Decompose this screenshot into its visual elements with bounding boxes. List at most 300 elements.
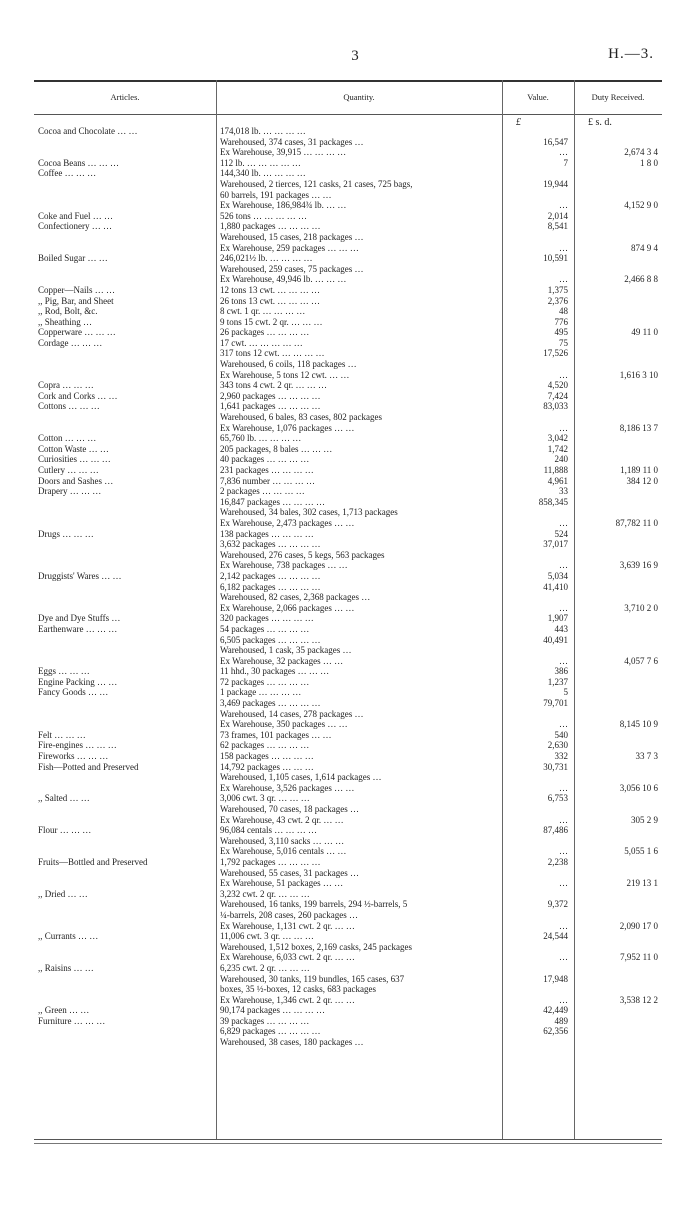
quantity-cell: Warehoused, 82 cases, 2,368 packages … bbox=[220, 592, 371, 603]
quantity-cell: 54 packages … … … … bbox=[220, 623, 310, 634]
quantity-cell: 174,018 lb. … … … … bbox=[220, 126, 306, 136]
table-row bbox=[34, 370, 662, 381]
table-row bbox=[34, 221, 662, 232]
table-row bbox=[34, 190, 662, 201]
value-cell: 11,888 bbox=[543, 465, 568, 475]
table-row bbox=[34, 963, 662, 974]
table-row bbox=[34, 624, 662, 635]
value-cell: 24,544 bbox=[543, 931, 568, 942]
value-cell: … bbox=[559, 517, 568, 528]
table-row bbox=[34, 391, 662, 402]
quantity-cell: 1 package … … … … bbox=[220, 687, 302, 698]
table-row bbox=[34, 158, 662, 169]
article-cell: Cordage … … … bbox=[38, 337, 103, 348]
value-cell: … bbox=[559, 920, 568, 931]
quantity-cell: 11,006 cwt. 3 qr. … … … bbox=[220, 931, 314, 942]
value-cell: … bbox=[559, 147, 568, 158]
value-cell: 776 bbox=[554, 316, 568, 327]
table-row bbox=[34, 751, 662, 762]
duty-currency: £ s. d. bbox=[588, 117, 612, 128]
table-row bbox=[34, 423, 662, 434]
header-quantity: Quantity. bbox=[343, 92, 375, 102]
value-cell: … bbox=[559, 952, 568, 963]
table-body bbox=[34, 126, 662, 1048]
value-cell: … bbox=[559, 274, 568, 285]
value-cell: … bbox=[559, 782, 568, 793]
value-cell: 79,701 bbox=[543, 698, 568, 709]
quantity-cell: Ex Warehouse, 39,915 … … … … bbox=[220, 147, 347, 158]
value-cell: 540 bbox=[554, 729, 568, 740]
table-row bbox=[34, 317, 662, 328]
table-row bbox=[34, 518, 662, 529]
quantity-cell: Warehoused, 1 cask, 35 packages … bbox=[220, 645, 352, 656]
quantity-cell: Ex Warehouse, 5 tons 12 cwt. … … bbox=[220, 369, 350, 380]
quantity-cell: 3,469 packages … … … … bbox=[220, 698, 321, 709]
value-cell: 2,630 bbox=[547, 740, 568, 751]
page-number: 3 bbox=[351, 48, 359, 64]
table-row bbox=[34, 497, 662, 508]
quantity-cell: Ex Warehouse, 32 packages … … bbox=[220, 655, 344, 666]
quantity-cell: Ex Warehouse, 186,984¾ lb. … … bbox=[220, 200, 347, 211]
quantity-cell: 317 tons 12 cwt. … … … … bbox=[220, 348, 325, 359]
duty-cell: 3,056 10 6 bbox=[619, 782, 658, 793]
value-cell: 2,238 bbox=[547, 856, 568, 867]
quantity-cell: 17 cwt. … … … … … bbox=[220, 337, 303, 348]
value-cell: 443 bbox=[554, 623, 568, 634]
article-cell: ,, Raisins … … bbox=[38, 962, 94, 973]
article-cell: Cottons … … … bbox=[38, 401, 100, 412]
table-row bbox=[34, 974, 662, 985]
quantity-cell: 320 packages … … … … bbox=[220, 613, 314, 624]
value-cell: 524 bbox=[554, 528, 568, 539]
duty-cell: 1,616 3 10 bbox=[619, 369, 658, 380]
quantity-cell: Warehoused, 374 cases, 31 packages … bbox=[220, 136, 364, 147]
article-cell: Drapery … … … bbox=[38, 486, 102, 497]
article-cell: Copper—Nails … … bbox=[38, 284, 115, 295]
duty-cell: 8,186 13 7 bbox=[619, 422, 658, 433]
table-row bbox=[34, 454, 662, 465]
quantity-cell: Ex Warehouse, 1,131 cwt. 2 qr. … … bbox=[220, 920, 355, 931]
value-cell: 9,372 bbox=[547, 899, 568, 910]
table-row bbox=[34, 1005, 662, 1016]
table-row bbox=[34, 529, 662, 540]
article-cell: Engine Packing … … bbox=[38, 676, 118, 687]
table-row bbox=[34, 783, 662, 794]
quantity-cell: 11 hhd., 30 packages … … … bbox=[220, 666, 330, 677]
duty-cell: 49 11 0 bbox=[631, 327, 658, 338]
duty-cell: 305 2 9 bbox=[631, 814, 658, 825]
quantity-cell: Warehoused, 34 bales, 302 cases, 1,713 packages bbox=[220, 507, 398, 518]
quantity-cell: Ex Warehouse, 49,946 lb. … … … bbox=[220, 274, 347, 285]
quantity-cell: Ex Warehouse, 2,066 packages … … bbox=[220, 602, 355, 613]
table-row bbox=[34, 889, 662, 900]
table-row bbox=[34, 825, 662, 836]
quantity-cell: Warehoused, 2 tierces, 121 casks, 21 cases, 725 bags, bbox=[220, 178, 413, 189]
header-rule bbox=[34, 114, 662, 115]
value-cell: … bbox=[559, 200, 568, 211]
table-row bbox=[34, 772, 662, 783]
table-row bbox=[34, 507, 662, 518]
quantity-cell: 246,021½ lb. … … … … bbox=[220, 253, 313, 264]
article-cell: Cork and Corks … … bbox=[38, 390, 118, 401]
value-cell: 87,486 bbox=[543, 825, 568, 836]
quantity-cell: 96,084 centals … … … … bbox=[220, 825, 317, 836]
duty-cell: 8,145 10 9 bbox=[619, 719, 658, 730]
value-cell: 3,042 bbox=[547, 433, 568, 444]
quantity-cell: Ex Warehouse, 2,473 packages … … bbox=[220, 517, 355, 528]
quantity-cell: 112 lb. … … … … … bbox=[220, 157, 301, 168]
article-cell: Cotton Waste … … bbox=[38, 443, 109, 454]
table-row bbox=[34, 592, 662, 603]
article-cell: ,, Dried … … bbox=[38, 888, 88, 899]
value-cell: 4,961 bbox=[547, 475, 568, 486]
duty-cell: 2,466 8 8 bbox=[624, 274, 658, 285]
value-cell: 37,017 bbox=[543, 539, 568, 550]
quantity-cell: Ex Warehouse, 5,016 centals … … bbox=[220, 846, 347, 857]
quantity-cell: Ex Warehouse, 350 packages … … bbox=[220, 719, 348, 730]
table-row bbox=[34, 465, 662, 476]
quantity-cell: 6,505 packages … … … … bbox=[220, 634, 321, 645]
table-row bbox=[34, 264, 662, 275]
table-row bbox=[34, 1016, 662, 1027]
table-row bbox=[34, 656, 662, 667]
table-row bbox=[34, 253, 662, 264]
table-row bbox=[34, 910, 662, 921]
table-row bbox=[34, 815, 662, 826]
table-row bbox=[34, 306, 662, 317]
article-cell: Curiosities … … … bbox=[38, 454, 111, 465]
value-cell: … bbox=[559, 814, 568, 825]
quantity-cell: Warehoused, 38 cases, 180 packages … bbox=[220, 1037, 364, 1048]
quantity-cell: Ex Warehouse, 6,033 cwt. 2 qr. … … bbox=[220, 952, 355, 963]
value-cell: 33 bbox=[559, 486, 568, 497]
quantity-cell: 231 packages … … … … bbox=[220, 465, 314, 475]
table-row bbox=[34, 1026, 662, 1037]
article-cell: Earthenware … … … bbox=[38, 623, 118, 634]
quantity-cell: 343 tons 4 cwt. 2 qr. … … … bbox=[220, 380, 327, 391]
table-row bbox=[34, 433, 662, 444]
quantity-cell: 26 tons 13 cwt. … … … … bbox=[220, 295, 320, 306]
value-cell: 19,944 bbox=[543, 178, 568, 189]
quantity-cell: ¼-barrels, 208 cases, 260 packages … bbox=[220, 909, 358, 920]
quantity-cell: boxes, 35 ½-boxes, 12 casks, 683 packages bbox=[220, 984, 376, 995]
article-cell: Coffee … … … bbox=[38, 168, 97, 179]
quantity-cell: 12 tons 13 cwt. … … … … bbox=[220, 284, 320, 295]
table-row bbox=[34, 550, 662, 561]
table-row bbox=[34, 603, 662, 614]
table-row bbox=[34, 698, 662, 709]
quantity-cell: 6,235 cwt. 2 qr. … … … bbox=[220, 962, 310, 973]
value-cell: 4,520 bbox=[547, 380, 568, 391]
table-row bbox=[34, 709, 662, 720]
article-cell: Eggs … … … bbox=[38, 666, 90, 677]
value-cell: 7 bbox=[563, 157, 568, 168]
quantity-cell: Warehoused, 6 coils, 118 packages … bbox=[220, 359, 357, 370]
value-cell: … bbox=[559, 560, 568, 571]
quantity-cell: 26 packages … … … … bbox=[220, 327, 310, 338]
table-row bbox=[34, 486, 662, 497]
table-row bbox=[34, 1037, 662, 1048]
value-cell: … bbox=[559, 422, 568, 433]
page-reference: H.—3. bbox=[608, 46, 654, 62]
duty-cell: 87,782 11 0 bbox=[615, 517, 658, 528]
article-cell: Fruits—Bottled and Preserved bbox=[38, 856, 148, 867]
value-cell: 858,345 bbox=[538, 496, 568, 507]
value-cell: 6,753 bbox=[547, 793, 568, 804]
article-cell: Cocoa and Chocolate … … bbox=[38, 126, 138, 136]
table-row bbox=[34, 327, 662, 338]
article-cell: Confectionery … … bbox=[38, 221, 112, 232]
duty-cell: 5,055 1 6 bbox=[624, 846, 658, 857]
table-row bbox=[34, 179, 662, 190]
table-row bbox=[34, 412, 662, 423]
article-cell: Drugs … … … bbox=[38, 528, 94, 539]
value-cell: 10,591 bbox=[543, 253, 568, 264]
article-cell: ,, Rod, Bolt, &c. bbox=[38, 306, 98, 317]
quantity-cell: Warehoused, 3,110 sacks … … … bbox=[220, 835, 345, 846]
duty-cell: 384 12 0 bbox=[626, 475, 658, 486]
header-duty: Duty Received. bbox=[591, 92, 645, 102]
table-row bbox=[34, 635, 662, 646]
table-row bbox=[34, 942, 662, 953]
table-row bbox=[34, 995, 662, 1006]
quantity-cell: 7,836 number … … … … bbox=[220, 475, 315, 486]
quantity-cell: 3,632 packages … … … … bbox=[220, 539, 321, 550]
value-cell: 5,034 bbox=[547, 570, 568, 581]
quantity-cell: 90,174 packages … … … … bbox=[220, 1005, 325, 1016]
table-row bbox=[34, 168, 662, 179]
table-bottom-rule-2 bbox=[34, 1143, 662, 1144]
quantity-cell: 1,880 packages … … … … bbox=[220, 221, 321, 232]
table-row bbox=[34, 846, 662, 857]
table-row bbox=[34, 571, 662, 582]
table-row bbox=[34, 582, 662, 593]
duty-cell: 2,674 3 4 bbox=[624, 147, 658, 158]
table-row bbox=[34, 401, 662, 412]
table-row bbox=[34, 539, 662, 550]
value-cell: 1,907 bbox=[547, 613, 568, 624]
quantity-cell: Ex Warehouse, 3,526 packages … … bbox=[220, 782, 355, 793]
article-cell: Druggists' Wares … … bbox=[38, 570, 122, 581]
quantity-cell: Warehoused, 30 tanks, 119 bundles, 165 cases, 637 bbox=[220, 973, 405, 984]
article-cell: Fish—Potted and Preserved bbox=[38, 761, 139, 772]
quantity-cell: 14,792 packages … … … bbox=[220, 761, 314, 772]
quantity-cell: Ex Warehouse, 1,076 packages … … bbox=[220, 422, 355, 433]
quantity-cell: Warehoused, 70 cases, 18 packages … bbox=[220, 804, 359, 814]
quantity-cell: 2 packages … … … … bbox=[220, 486, 305, 497]
duty-cell: 3,710 2 0 bbox=[624, 602, 658, 613]
table-row bbox=[34, 274, 662, 285]
quantity-cell: 3,006 cwt. 3 qr. … … … bbox=[220, 793, 310, 804]
quantity-cell: Ex Warehouse, 43 cwt. 2 qr. … … bbox=[220, 814, 344, 825]
value-cell: 5 bbox=[563, 687, 568, 698]
table-row bbox=[34, 666, 662, 677]
article-cell: Fireworks … … … bbox=[38, 751, 109, 762]
table-row bbox=[34, 868, 662, 879]
value-cell: … bbox=[559, 655, 568, 666]
value-cell: 30,731 bbox=[543, 761, 568, 772]
table-row bbox=[34, 952, 662, 963]
value-cell: 495 bbox=[554, 327, 568, 338]
quantity-cell: Warehoused, 259 cases, 75 packages … bbox=[220, 263, 364, 274]
value-cell: … bbox=[559, 602, 568, 613]
article-cell: Doors and Sashes … bbox=[38, 475, 114, 486]
table-row bbox=[34, 348, 662, 359]
value-cell: 48 bbox=[559, 306, 568, 317]
table-row bbox=[34, 285, 662, 296]
quantity-cell: Ex Warehouse, 738 packages … … bbox=[220, 560, 348, 571]
article-cell: ,, Currants … … bbox=[38, 931, 99, 942]
quantity-cell: 8 cwt. 1 qr. … … … … bbox=[220, 306, 306, 317]
article-cell: Cotton … … … bbox=[38, 433, 97, 444]
value-cell: 2,014 bbox=[547, 210, 568, 221]
table-row bbox=[34, 645, 662, 656]
value-currency: £ bbox=[516, 117, 521, 128]
article-cell: Copra … … … bbox=[38, 380, 94, 391]
duty-cell: 4,057 7 6 bbox=[624, 655, 658, 666]
duty-cell: 7,952 11 0 bbox=[620, 952, 658, 963]
value-cell: … bbox=[559, 242, 568, 253]
quantity-cell: 205 packages, 8 bales … … … bbox=[220, 443, 333, 454]
duty-cell: 874 9 4 bbox=[631, 242, 658, 253]
quantity-cell: Warehoused, 16 tanks, 199 barrels, 294 ½-barrels, 5 bbox=[220, 899, 408, 910]
quantity-cell: Warehoused, 1,512 boxes, 2,169 casks, 245 packages bbox=[220, 941, 412, 952]
quantity-cell: Warehoused, 276 cases, 5 kegs, 563 packages bbox=[220, 549, 385, 560]
value-cell: … bbox=[559, 719, 568, 730]
quantity-cell: 39 packages … … … … bbox=[220, 1015, 310, 1026]
value-cell: 240 bbox=[554, 454, 568, 465]
table-row bbox=[34, 211, 662, 222]
quantity-cell: 138 packages … … … … bbox=[220, 528, 314, 539]
quantity-cell: 158 packages … … … … bbox=[220, 751, 314, 762]
table-row bbox=[34, 137, 662, 148]
article-cell: Fancy Goods … … bbox=[38, 687, 109, 698]
value-cell: 1,742 bbox=[547, 443, 568, 454]
quantity-cell: 6,182 packages … … … … bbox=[220, 581, 321, 592]
table-row bbox=[34, 677, 662, 688]
quantity-cell: Warehoused, 15 cases, 218 packages … bbox=[220, 231, 364, 242]
value-cell: 17,948 bbox=[543, 973, 568, 984]
article-cell: Flour … … … bbox=[38, 825, 92, 836]
duty-cell: 4,152 9 0 bbox=[624, 200, 658, 211]
value-cell: 62,356 bbox=[543, 1026, 568, 1037]
quantity-cell: Warehoused, 14 cases, 278 packages … bbox=[220, 708, 364, 719]
header-value: Value. bbox=[527, 92, 549, 102]
value-cell: 8,541 bbox=[547, 221, 568, 232]
table-row bbox=[34, 984, 662, 995]
quantity-cell: 3,232 cwt. 2 qr. … … … bbox=[220, 888, 310, 899]
table-row bbox=[34, 444, 662, 455]
article-cell: Boiled Sugar … … bbox=[38, 253, 108, 264]
table-row bbox=[34, 857, 662, 868]
quantity-cell: Ex Warehouse, 1,346 cwt. 2 qr. … … bbox=[220, 994, 355, 1005]
quantity-cell: 16,847 packages … … … … bbox=[220, 496, 325, 507]
article-cell: ,, Green … … bbox=[38, 1005, 90, 1016]
value-cell: 83,033 bbox=[543, 401, 568, 412]
quantity-cell: 60 barrels, 191 packages … … bbox=[220, 189, 332, 200]
table-row bbox=[34, 243, 662, 254]
quantity-cell: Warehoused, 1,105 cases, 1,614 packages … bbox=[220, 772, 382, 783]
article-cell: Furniture … … … bbox=[38, 1015, 106, 1026]
header-articles: Articles. bbox=[110, 92, 140, 102]
duty-cell: 33 7 3 bbox=[635, 751, 658, 762]
quantity-cell: 73 frames, 101 packages … … bbox=[220, 729, 332, 740]
table-row bbox=[34, 899, 662, 910]
duty-cell: 1 8 0 bbox=[640, 157, 658, 168]
quantity-cell: Warehoused, 55 cases, 31 packages … bbox=[220, 867, 359, 878]
table-row bbox=[34, 719, 662, 730]
table-row bbox=[34, 793, 662, 804]
value-cell: 42,449 bbox=[543, 1005, 568, 1016]
table-row bbox=[34, 232, 662, 243]
value-cell: 1,237 bbox=[547, 676, 568, 687]
table-row bbox=[34, 476, 662, 487]
table-row bbox=[34, 921, 662, 932]
article-cell: Dye and Dye Stuffs … bbox=[38, 613, 121, 624]
article-cell: Cutlery … … … bbox=[38, 465, 99, 475]
quantity-cell: 72 packages … … … … bbox=[220, 676, 310, 687]
table-row bbox=[34, 560, 662, 571]
duty-cell: 3,639 16 9 bbox=[619, 560, 658, 571]
quantity-cell: 40 packages … … … … bbox=[220, 454, 310, 465]
quantity-cell: 2,960 packages … … … … bbox=[220, 390, 321, 401]
value-cell: 489 bbox=[554, 1015, 568, 1026]
table-row bbox=[34, 740, 662, 751]
table-row bbox=[34, 338, 662, 349]
table-row bbox=[34, 836, 662, 847]
value-cell: 332 bbox=[554, 751, 568, 762]
quantity-cell: 62 packages … … … … bbox=[220, 740, 310, 751]
duty-cell: 3,538 12 2 bbox=[619, 994, 658, 1005]
article-cell: Copperware … … … bbox=[38, 327, 116, 338]
value-cell: … bbox=[559, 994, 568, 1005]
article-cell: ,, Sheathing … bbox=[38, 316, 92, 327]
table-row bbox=[34, 804, 662, 815]
table-row bbox=[34, 730, 662, 741]
value-cell: … bbox=[559, 878, 568, 889]
table-row bbox=[34, 762, 662, 773]
article-cell: Felt … … … bbox=[38, 729, 86, 740]
quantity-cell: 1,792 packages … … … … bbox=[220, 856, 321, 867]
article-cell: Cocoa Beans … … … bbox=[38, 157, 119, 168]
table-row bbox=[34, 296, 662, 307]
article-cell: ,, Salted … … bbox=[38, 793, 90, 804]
value-cell: 75 bbox=[559, 337, 568, 348]
table-row bbox=[34, 878, 662, 889]
article-cell: Coke and Fuel … … bbox=[38, 210, 113, 221]
quantity-cell: 65,760 lb. … … … … bbox=[220, 433, 302, 444]
imports-table bbox=[34, 80, 662, 1140]
quantity-cell: Ex Warehouse, 51 packages … … bbox=[220, 878, 344, 889]
quantity-cell: 1,641 packages … … … … bbox=[220, 401, 321, 412]
duty-cell: 2,090 17 0 bbox=[619, 920, 658, 931]
quantity-cell: 2,142 packages … … … … bbox=[220, 570, 321, 581]
value-cell: 17,526 bbox=[543, 348, 568, 359]
table-bottom-rule bbox=[34, 1139, 662, 1140]
value-cell: 41,410 bbox=[543, 581, 568, 592]
article-cell: ,, Pig, Bar, and Sheet bbox=[38, 295, 114, 306]
table-row bbox=[34, 200, 662, 211]
value-cell: 1,375 bbox=[547, 284, 568, 295]
quantity-cell: 526 tons … … … … … bbox=[220, 210, 308, 221]
value-cell: 2,376 bbox=[547, 295, 568, 306]
quantity-cell: Ex Warehouse, 259 packages … … … bbox=[220, 242, 359, 253]
duty-cell: 219 13 1 bbox=[626, 878, 658, 889]
quantity-cell: 6,829 packages … … … … bbox=[220, 1026, 321, 1037]
table-row bbox=[34, 147, 662, 158]
value-cell: 7,424 bbox=[547, 390, 568, 401]
table-row bbox=[34, 931, 662, 942]
